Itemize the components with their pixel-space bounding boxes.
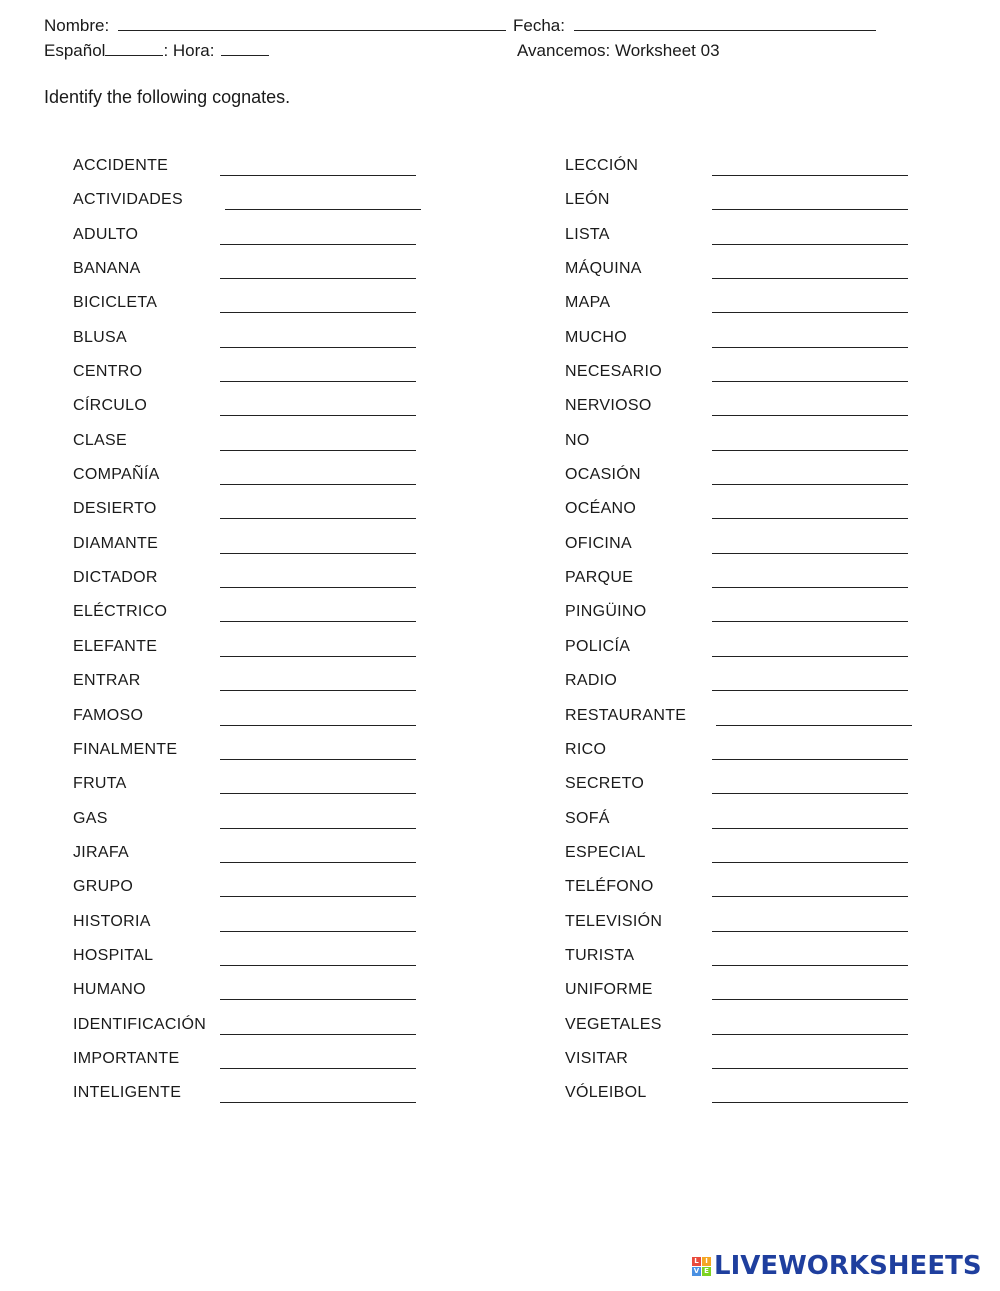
answer-blank[interactable] <box>220 931 416 932</box>
answer-blank[interactable] <box>712 690 908 691</box>
answer-blank[interactable] <box>712 965 908 966</box>
cognate-word: FAMOSO <box>73 706 144 724</box>
nombre-field[interactable] <box>118 16 506 31</box>
answer-blank[interactable] <box>225 209 421 210</box>
cognate-word: GAS <box>73 809 108 827</box>
answer-blank[interactable] <box>220 896 416 897</box>
answer-blank[interactable] <box>220 725 416 726</box>
answer-blank[interactable] <box>220 1068 416 1069</box>
cognate-word: UNIFORME <box>565 981 653 999</box>
word-row <box>565 975 925 1009</box>
cognate-word: CÍRCULO <box>73 397 148 415</box>
espanol-field[interactable] <box>105 41 163 56</box>
worksheet-title: Avancemos: Worksheet 03 <box>517 41 720 60</box>
answer-blank[interactable] <box>712 862 908 863</box>
cognate-word: FRUTA <box>73 775 127 793</box>
word-row <box>565 323 925 357</box>
word-row <box>565 220 925 254</box>
answer-blank[interactable] <box>220 587 416 588</box>
word-row <box>73 391 433 425</box>
word-row <box>565 494 925 528</box>
word-row <box>73 494 433 528</box>
cognate-word: RADIO <box>565 672 618 690</box>
cognate-word: BANANA <box>73 260 141 278</box>
word-row <box>565 907 925 941</box>
cognate-word: INTELIGENTE <box>73 1084 182 1102</box>
fecha-label: Fecha: <box>513 16 565 35</box>
answer-blank[interactable] <box>220 450 416 451</box>
answer-blank[interactable] <box>220 244 416 245</box>
word-row <box>73 597 433 631</box>
instructions: Identify the following cognates. <box>44 87 291 107</box>
answer-blank[interactable] <box>220 278 416 279</box>
logo-mark-tile: E <box>702 1267 711 1276</box>
word-row <box>73 185 433 219</box>
answer-blank[interactable] <box>712 656 908 657</box>
word-row <box>565 941 925 975</box>
cognate-word: MUCHO <box>565 328 627 346</box>
answer-blank[interactable] <box>712 278 908 279</box>
cognate-word: ACCIDENTE <box>73 157 169 174</box>
cognate-word: JIRAFA <box>73 843 130 861</box>
nombre-row <box>44 16 506 36</box>
cognate-word: ACTIVIDADES <box>73 191 183 209</box>
cognate-word: NERVIOSO <box>565 397 652 415</box>
word-row <box>565 632 925 666</box>
answer-blank[interactable] <box>712 621 908 622</box>
answer-blank[interactable] <box>220 312 416 313</box>
word-row <box>73 838 433 872</box>
cognate-word: HUMANO <box>73 981 146 999</box>
cognate-word: DESIERTO <box>73 500 157 518</box>
word-row <box>73 563 433 597</box>
answer-blank[interactable] <box>712 931 908 932</box>
cognate-word: MAPA <box>565 294 611 312</box>
cognate-word: IMPORTANTE <box>73 1049 180 1067</box>
cognate-word: LISTA <box>565 225 610 243</box>
word-row <box>73 907 433 941</box>
word-row <box>73 975 433 1009</box>
word-row <box>565 769 925 803</box>
answer-blank[interactable] <box>712 793 908 794</box>
answer-blank[interactable] <box>220 828 416 829</box>
answer-blank[interactable] <box>220 1102 416 1103</box>
answer-blank[interactable] <box>712 999 908 1000</box>
word-row <box>565 185 925 219</box>
answer-blank[interactable] <box>220 381 416 382</box>
cognate-word: ESPECIAL <box>565 843 646 861</box>
answer-blank[interactable] <box>220 415 416 416</box>
cognate-word: DICTADOR <box>73 569 158 587</box>
word-row <box>565 1044 925 1078</box>
word-row <box>73 220 433 254</box>
logo-mark-tile: V <box>693 1266 700 1275</box>
word-row <box>565 735 925 769</box>
answer-blank[interactable] <box>712 347 908 348</box>
hora-field[interactable] <box>221 41 269 56</box>
answer-blank[interactable] <box>712 450 908 451</box>
cognate-word: NECESARIO <box>565 363 662 381</box>
answer-blank[interactable] <box>712 415 908 416</box>
cognate-word: OCÉANO <box>565 500 637 518</box>
liveworksheets-logo <box>692 1249 982 1283</box>
cognate-word: TELEVISIÓN <box>565 912 663 930</box>
answer-blank[interactable] <box>712 244 908 245</box>
answer-blank[interactable] <box>220 965 416 966</box>
cognate-word: LEÓN <box>565 191 610 209</box>
answer-blank[interactable] <box>712 312 908 313</box>
cognate-word: HISTORIA <box>73 912 151 930</box>
word-row <box>73 1078 433 1112</box>
answer-blank[interactable] <box>712 1102 908 1103</box>
right-word-column <box>565 151 925 1113</box>
word-row <box>565 563 925 597</box>
cognate-word: MÁQUINA <box>565 260 642 278</box>
word-row <box>565 460 925 494</box>
cognate-word: GRUPO <box>73 878 134 896</box>
cognate-word: OFICINA <box>565 534 632 552</box>
cognate-word: IDENTIFICACIÓN <box>73 1015 207 1033</box>
cognate-word: VÓLEIBOL <box>565 1084 647 1102</box>
answer-blank[interactable] <box>220 175 416 176</box>
cognate-word: BLUSA <box>73 328 127 346</box>
left-word-column <box>73 151 433 1113</box>
cognate-word: COMPAÑÍA <box>73 466 160 484</box>
answer-blank[interactable] <box>220 690 416 691</box>
word-row <box>73 941 433 975</box>
cognate-word: NO <box>565 431 590 449</box>
word-row <box>73 323 433 357</box>
answer-blank[interactable] <box>712 175 908 176</box>
answer-blank[interactable] <box>220 759 416 760</box>
cognate-word: CENTRO <box>73 363 143 381</box>
answer-blank[interactable] <box>712 381 908 382</box>
answer-blank[interactable] <box>712 896 908 897</box>
answer-blank[interactable] <box>220 621 416 622</box>
cognate-word: TELÉFONO <box>565 878 654 896</box>
fecha-row <box>513 16 876 36</box>
answer-blank[interactable] <box>220 1034 416 1035</box>
cognate-word: FINALMENTE <box>73 740 178 758</box>
word-row <box>565 357 925 391</box>
word-row <box>73 701 433 735</box>
cognate-word: DIAMANTE <box>73 534 159 552</box>
cognate-word: RICO <box>565 740 607 758</box>
fecha-field[interactable] <box>574 16 876 31</box>
word-row <box>73 1044 433 1078</box>
word-row <box>565 838 925 872</box>
cognate-word: VISITAR <box>565 1049 629 1067</box>
answer-blank[interactable] <box>220 793 416 794</box>
word-row <box>565 597 925 631</box>
espanol-label: Español <box>44 41 106 60</box>
word-row <box>565 666 925 700</box>
nombre-label: Nombre: <box>44 16 110 35</box>
cognate-word: RESTAURANTE <box>565 706 687 724</box>
word-row <box>73 529 433 563</box>
cognate-word: BICICLETA <box>73 294 158 312</box>
word-row <box>73 357 433 391</box>
word-row <box>565 804 925 838</box>
word-row <box>565 151 925 185</box>
word-row <box>565 1078 925 1112</box>
cognate-word: ADULTO <box>73 225 139 243</box>
word-row <box>73 666 433 700</box>
cognate-word: TURISTA <box>565 946 635 964</box>
word-row <box>565 426 925 460</box>
cognate-word: CLASE <box>73 431 127 449</box>
espanol-row <box>44 41 269 61</box>
cognate-word: POLICÍA <box>565 637 631 655</box>
word-row <box>73 872 433 906</box>
logo-mark-tile: I <box>702 1257 711 1266</box>
word-row <box>565 288 925 322</box>
word-row <box>565 701 925 735</box>
cognate-word: PINGÜINO <box>565 603 647 621</box>
word-row <box>565 872 925 906</box>
word-row <box>73 460 433 494</box>
word-row <box>73 804 433 838</box>
cognate-word: SECRETO <box>565 775 645 793</box>
word-row <box>73 735 433 769</box>
answer-blank[interactable] <box>220 553 416 554</box>
hora-label: : Hora: <box>163 41 215 60</box>
word-row <box>73 288 433 322</box>
answer-blank[interactable] <box>220 656 416 657</box>
answer-blank[interactable] <box>220 484 416 485</box>
answer-blank[interactable] <box>220 518 416 519</box>
word-row <box>73 1010 433 1044</box>
logo-mark-icon <box>692 1257 711 1276</box>
answer-blank[interactable] <box>712 209 908 210</box>
cognate-word: HOSPITAL <box>73 946 154 964</box>
cognate-word: LECCIÓN <box>565 157 639 174</box>
word-row <box>73 769 433 803</box>
cognate-word: ELÉCTRICO <box>73 603 168 621</box>
cognate-word: OCASIÓN <box>565 466 641 484</box>
word-row <box>565 254 925 288</box>
cognate-word: ELEFANTE <box>73 637 158 655</box>
logo-text: LIVEWORKSHEETS <box>714 1251 982 1281</box>
word-row <box>565 529 925 563</box>
word-row <box>73 426 433 460</box>
answer-blank[interactable] <box>712 518 908 519</box>
word-row <box>73 151 433 185</box>
word-row <box>565 391 925 425</box>
answer-blank[interactable] <box>712 484 908 485</box>
answer-blank[interactable] <box>712 759 908 760</box>
cognate-word: ENTRAR <box>73 672 141 690</box>
cognate-word: VEGETALES <box>565 1015 662 1033</box>
cognate-word: SOFÁ <box>565 809 610 827</box>
word-row <box>73 632 433 666</box>
cognate-word: PARQUE <box>565 569 634 587</box>
word-row <box>565 1010 925 1044</box>
answer-blank[interactable] <box>712 553 908 554</box>
logo-mark-tile: L <box>692 1257 701 1266</box>
answer-blank[interactable] <box>712 587 908 588</box>
answer-blank[interactable] <box>716 725 912 726</box>
answer-blank[interactable] <box>220 347 416 348</box>
answer-blank[interactable] <box>220 999 416 1000</box>
answer-blank[interactable] <box>712 828 908 829</box>
word-row <box>73 254 433 288</box>
answer-blank[interactable] <box>220 862 416 863</box>
answer-blank[interactable] <box>712 1034 908 1035</box>
answer-blank[interactable] <box>712 1068 908 1069</box>
